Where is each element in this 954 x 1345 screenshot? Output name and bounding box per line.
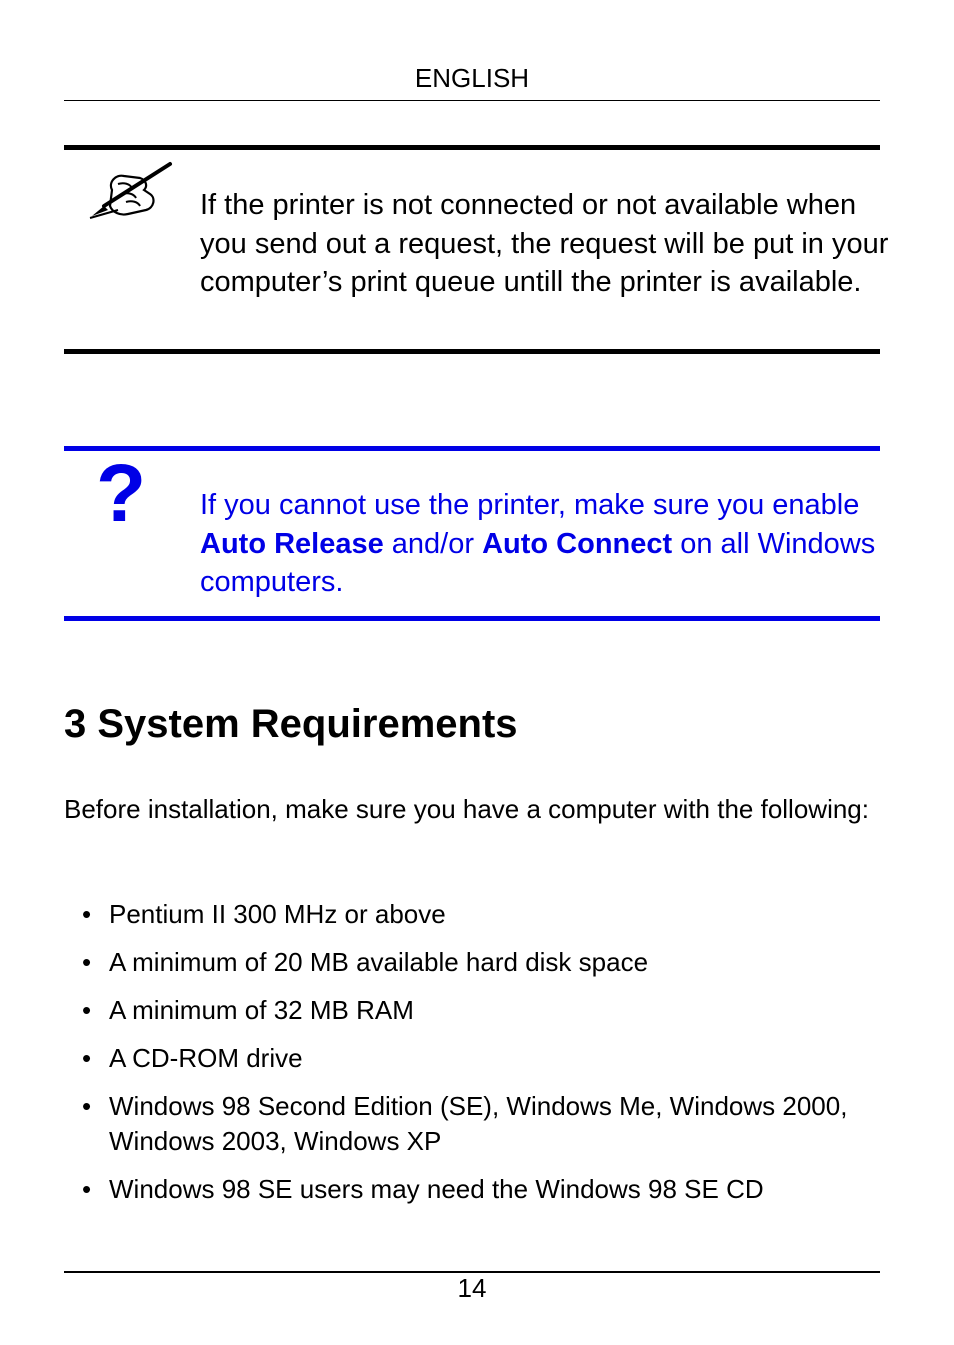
header-rule — [64, 100, 880, 101]
list-item — [64, 1041, 884, 1076]
list-item-text: Windows 98 Second Edition (SE), Windows Me, Windows 2000, Windows 2003, Windows XP — [109, 1091, 848, 1156]
note-top-rule — [64, 145, 880, 150]
tip-bold-auto-connect: Auto Connect — [482, 527, 673, 560]
page-number: 14 — [457, 1273, 487, 1303]
bullet-icon: • — [82, 995, 92, 1025]
list-item — [64, 1172, 884, 1207]
list-item-text: A minimum of 32 MB RAM — [109, 995, 414, 1025]
requirements-list — [64, 897, 884, 1220]
list-item — [64, 897, 884, 932]
bullet-icon: • — [82, 899, 92, 929]
tip-top-rule — [64, 446, 880, 451]
list-item-text: A CD-ROM drive — [109, 1043, 303, 1073]
tip-text-part-2: and/or — [383, 527, 483, 560]
tip-bottom-rule — [64, 616, 880, 621]
pen-writing-icon — [88, 160, 174, 222]
note-bottom-rule — [64, 349, 880, 354]
list-item-text: Pentium II 300 MHz or above — [109, 899, 446, 929]
section-title: 3 System Requirements — [64, 702, 518, 746]
tip-text-part-3: on all Windows computers. — [200, 527, 876, 598]
bullet-icon: • — [82, 1091, 92, 1121]
list-item-text: A minimum of 20 MB available hard disk space — [109, 947, 649, 977]
note-text: If the printer is not connected or not available when you send out a request, the request will be put in your computer’s print queue untill the printer is available. — [200, 189, 889, 298]
list-item — [64, 1089, 884, 1159]
list-item — [64, 945, 884, 980]
bullet-icon: • — [82, 947, 92, 977]
section-intro: Before installation, make sure you have a computer with the following: — [64, 794, 869, 824]
list-item — [64, 993, 884, 1028]
bullet-icon: • — [82, 1174, 92, 1204]
tip-text — [200, 486, 890, 602]
question-mark-icon: ? — [96, 448, 147, 539]
header-language: ENGLISH — [414, 63, 530, 93]
tip-bold-auto-release: Auto Release — [200, 527, 384, 560]
tip-text-part-1: If you cannot use the printer, make sure you enable — [200, 489, 860, 521]
list-item-text: Windows 98 SE users may need the Windows 98 SE CD — [109, 1174, 764, 1204]
bullet-icon: • — [82, 1043, 92, 1073]
